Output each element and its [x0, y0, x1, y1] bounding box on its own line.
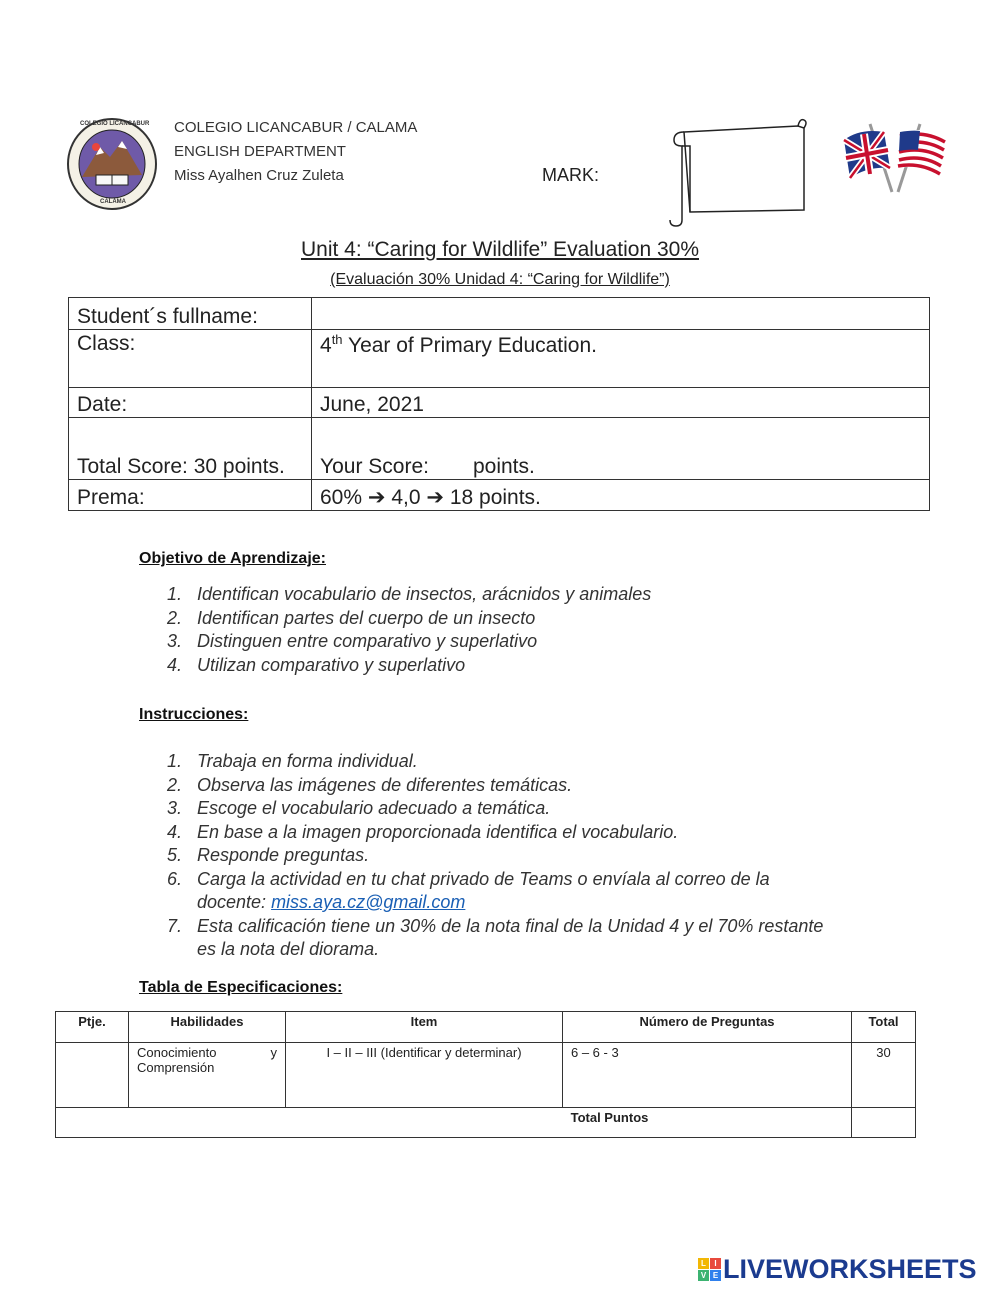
spec-cell-total: 30 — [852, 1043, 916, 1108]
list-item: 3. Escoge el vocabulario adecuado a temática. — [167, 798, 551, 818]
objetivo-heading: Objetivo de Aprendizaje: — [139, 550, 326, 567]
your-score-field[interactable]: Your Score: points. — [312, 418, 930, 480]
date-label: Date: — [69, 388, 312, 418]
fullname-value[interactable] — [312, 298, 930, 330]
instrucciones-heading: Instrucciones: — [139, 706, 249, 723]
list-item: 1. Identifican vocabulario de insectos, arácnidos y animales — [167, 584, 652, 604]
list-item: 2. Observa las imágenes de diferentes temáticas. — [167, 774, 573, 795]
list-item: 4. Utilizan comparativo y superlativo — [167, 654, 466, 675]
total-score-label: Total Score: 30 points. — [69, 418, 312, 480]
list-item: 3. Distinguen entre comparativo y superlativo — [167, 631, 538, 651]
table-row — [56, 1043, 916, 1108]
list-item: 5. Responde preguntas. — [167, 845, 370, 865]
spec-cell-item: I – II – III (Identificar y determinar) — [286, 1043, 563, 1108]
prema-label: Prema: — [69, 480, 312, 511]
list-item: 1. Trabaja en forma individual. — [167, 751, 418, 771]
logo-text-bottom: CALAMA — [100, 199, 126, 205]
date-value: June, 2021 — [312, 388, 930, 418]
spec-header-habilidades: Habilidades — [129, 1012, 286, 1043]
mark-label: MARK: — [542, 165, 600, 185]
total-puntos-value — [852, 1108, 916, 1138]
spec-cell-habilidades: Conocimiento y Comprensión — [129, 1043, 286, 1108]
email-link[interactable]: miss.aya.cz@gmail.com — [271, 892, 466, 912]
fullname-label: Student´s fullname: — [69, 298, 312, 330]
teacher-name: Miss Ayalhen Cruz Zuleta — [174, 167, 344, 184]
student-info-table — [68, 297, 930, 511]
liveworksheets-watermark — [698, 1254, 977, 1284]
spec-heading: Tabla de Especificaciones: — [139, 979, 343, 996]
spec-header-total: Total — [852, 1012, 916, 1043]
school-name: COLEGIO LICANCABUR / CALAMA — [174, 119, 418, 136]
total-puntos-label: Total Puntos — [56, 1108, 852, 1138]
page-subtitle: (Evaluación 30% Unidad 4: “Caring for Wildlife”) — [330, 271, 670, 288]
class-label: Class: — [69, 330, 312, 388]
instrucciones-list — [167, 750, 887, 962]
list-item: 4. En base a la imagen proporcionada identifica el vocabulario. — [167, 821, 679, 842]
liveworksheets-text: LIVEWORKSHEETS — [723, 1253, 977, 1284]
arrow-icon: ➔ — [367, 486, 386, 509]
spec-header-preguntas: Número de Preguntas — [563, 1012, 852, 1043]
class-value: 4th Year of Primary Education. — [312, 330, 930, 388]
list-item: 2. Identifican partes del cuerpo de un insecto — [167, 607, 536, 628]
prema-value: 60% ➔ 4,0 ➔ 18 points. — [312, 480, 930, 511]
spec-header-item: Item — [286, 1012, 563, 1043]
arrow-icon: ➔ — [426, 486, 444, 509]
spec-cell-preguntas: 6 – 6 - 3 — [563, 1043, 852, 1108]
page-title: Unit 4: “Caring for Wildlife” Evaluation 30% — [301, 238, 699, 261]
mark-scroll-box — [666, 116, 812, 228]
logo-text-top: COLEGIO LICANCABUR — [80, 121, 150, 127]
list-item: 7. Esta calificación tiene un 30% de la nota final de la Unidad 4 y el 70% restante es la nota del diorama. — [167, 915, 824, 959]
school-logo — [66, 117, 158, 211]
department-name: ENGLISH DEPARTMENT — [174, 143, 346, 160]
spec-header-ptje: Ptje. — [56, 1012, 129, 1043]
objetivo-list — [167, 583, 887, 677]
spec-table — [55, 1011, 916, 1138]
liveworksheets-badge-icon: L I V E — [698, 1258, 721, 1281]
table-row — [56, 1108, 916, 1138]
flags-image — [840, 118, 950, 194]
list-item: 6. Carga la actividad en tu chat privado de Teams o envíala al correo de la docente: miss.aya.cz@gmail.com — [167, 868, 770, 912]
spec-cell-ptje — [56, 1043, 129, 1108]
